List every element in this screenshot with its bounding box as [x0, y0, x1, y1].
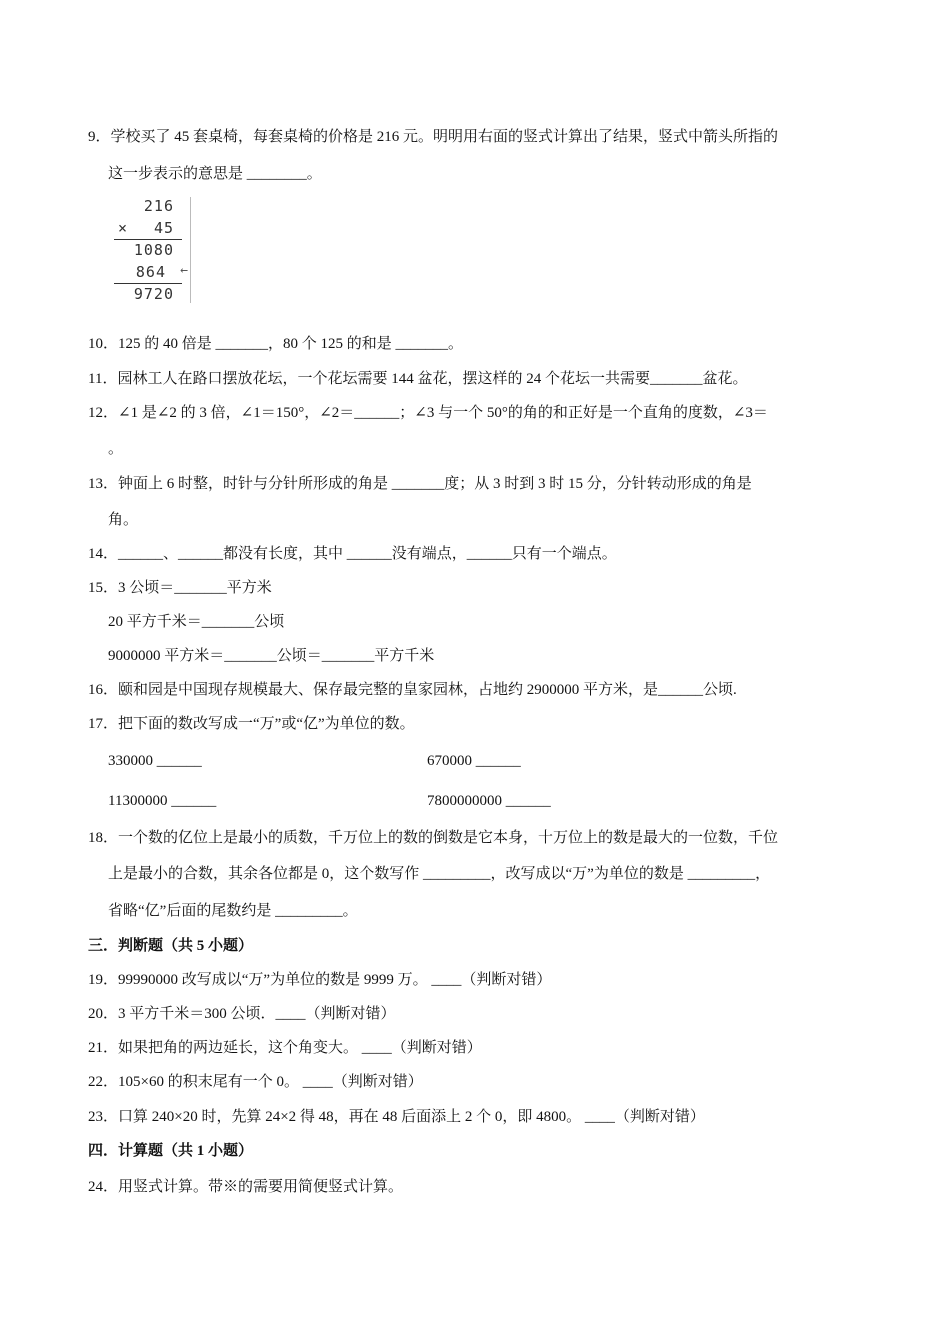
calc-partial-1: 1080	[133, 241, 174, 259]
question-18-line-2: 上是最小的合数，其余各位都是 0，这个数写作 _________，改写成以“万”为单位的数是 _________，	[108, 866, 771, 882]
question-13-line-2: 角。	[108, 512, 139, 528]
question-17-item-d: 7800000000 ______	[427, 793, 551, 809]
question-12-line-1: 12．∠1 是∠2 的 3 倍，∠1＝150°，∠2＝______；∠3 与一个 50°的角的和正好是一个直角的度数，∠3＝	[88, 405, 768, 421]
section-4-heading: 四．计算题（共 1 小题）	[88, 1143, 254, 1159]
question-18-line-1: 18．一个数的亿位上是最小的质数，千万位上的数的倒数是它本身，十万位上的数是最大的一位数，千位	[88, 830, 779, 846]
question-24: 24．用竖式计算。带※的需要用简便竖式计算。	[88, 1179, 404, 1195]
calc-times-sign: ×	[118, 219, 128, 237]
question-9-line-1: 9．学校买了 45 套桌椅，每套桌椅的价格是 216 元。明明用右面的竖式计算出了结果，竖式中箭头所指的	[88, 129, 779, 145]
question-13-line-1: 13．钟面上 6 时整，时针与分针所形成的角是 _______度；从 3 时到 3 时 15 分，分针转动形成的角是	[88, 476, 752, 492]
question-15-line-2: 20 平方千米＝_______公顷	[108, 614, 285, 630]
question-10: 10．125 的 40 倍是 _______，80 个 125 的和是 _______。	[88, 336, 464, 352]
question-17-item-a: 330000 ______	[108, 753, 202, 769]
question-11: 11．园林工人在路口摆放花坛，一个花坛需要 144 盆花，摆这样的 24 个花坛一共需要_______盆花。	[88, 371, 748, 387]
question-17-title: 17．把下面的数改写成一“万”或“亿”为单位的数。	[88, 716, 415, 732]
section-3-heading: 三．判断题（共 5 小题）	[88, 938, 254, 954]
question-18-line-3: 省略“亿”后面的尾数约是 _________。	[108, 903, 358, 919]
arrow-icon: ←	[180, 263, 188, 278]
vertical-multiplication	[112, 197, 191, 303]
question-23: 23．口算 240×20 时，先算 24×2 得 48，再在 48 后面添上 2 个 0，即 4800。 ____（判断对错）	[88, 1109, 705, 1125]
question-17-item-b: 670000 ______	[427, 753, 521, 769]
question-20: 20．3 平方千米＝300 公顷．____（判断对错）	[88, 1006, 396, 1022]
question-17-item-c: 11300000 ______	[108, 793, 217, 809]
question-21: 21．如果把角的两边延长，这个角变大。 ____（判断对错）	[88, 1040, 482, 1056]
question-16: 16．颐和园是中国现存规模最大、保存最完整的皇家园林，占地约 2900000 平方米，是______公顷.	[88, 682, 737, 698]
calc-partial-2: 864	[135, 263, 166, 281]
calc-multiplier: 45	[153, 219, 174, 237]
calc-rule	[114, 283, 182, 284]
question-14: 14．______、______都没有长度，其中 ______没有端点，______只有一个端点。	[88, 546, 617, 562]
question-9-line-2: 这一步表示的意思是 ________。	[108, 166, 322, 182]
question-12-line-2: 。	[108, 441, 124, 457]
question-15-line-3: 9000000 平方米＝_______公顷＝_______平方千米	[108, 648, 435, 664]
calc-product: 9720	[133, 285, 174, 303]
question-22: 22．105×60 的积末尾有一个 0。 ____（判断对错）	[88, 1074, 423, 1090]
question-15-line-1: 15．3 公顷＝_______平方米	[88, 580, 272, 596]
calc-rule	[114, 239, 182, 240]
question-19: 19．99990000 改写成以“万”为单位的数是 9999 万。 ____（判断对错）	[88, 972, 552, 988]
calc-multiplicand: 216	[143, 197, 174, 215]
